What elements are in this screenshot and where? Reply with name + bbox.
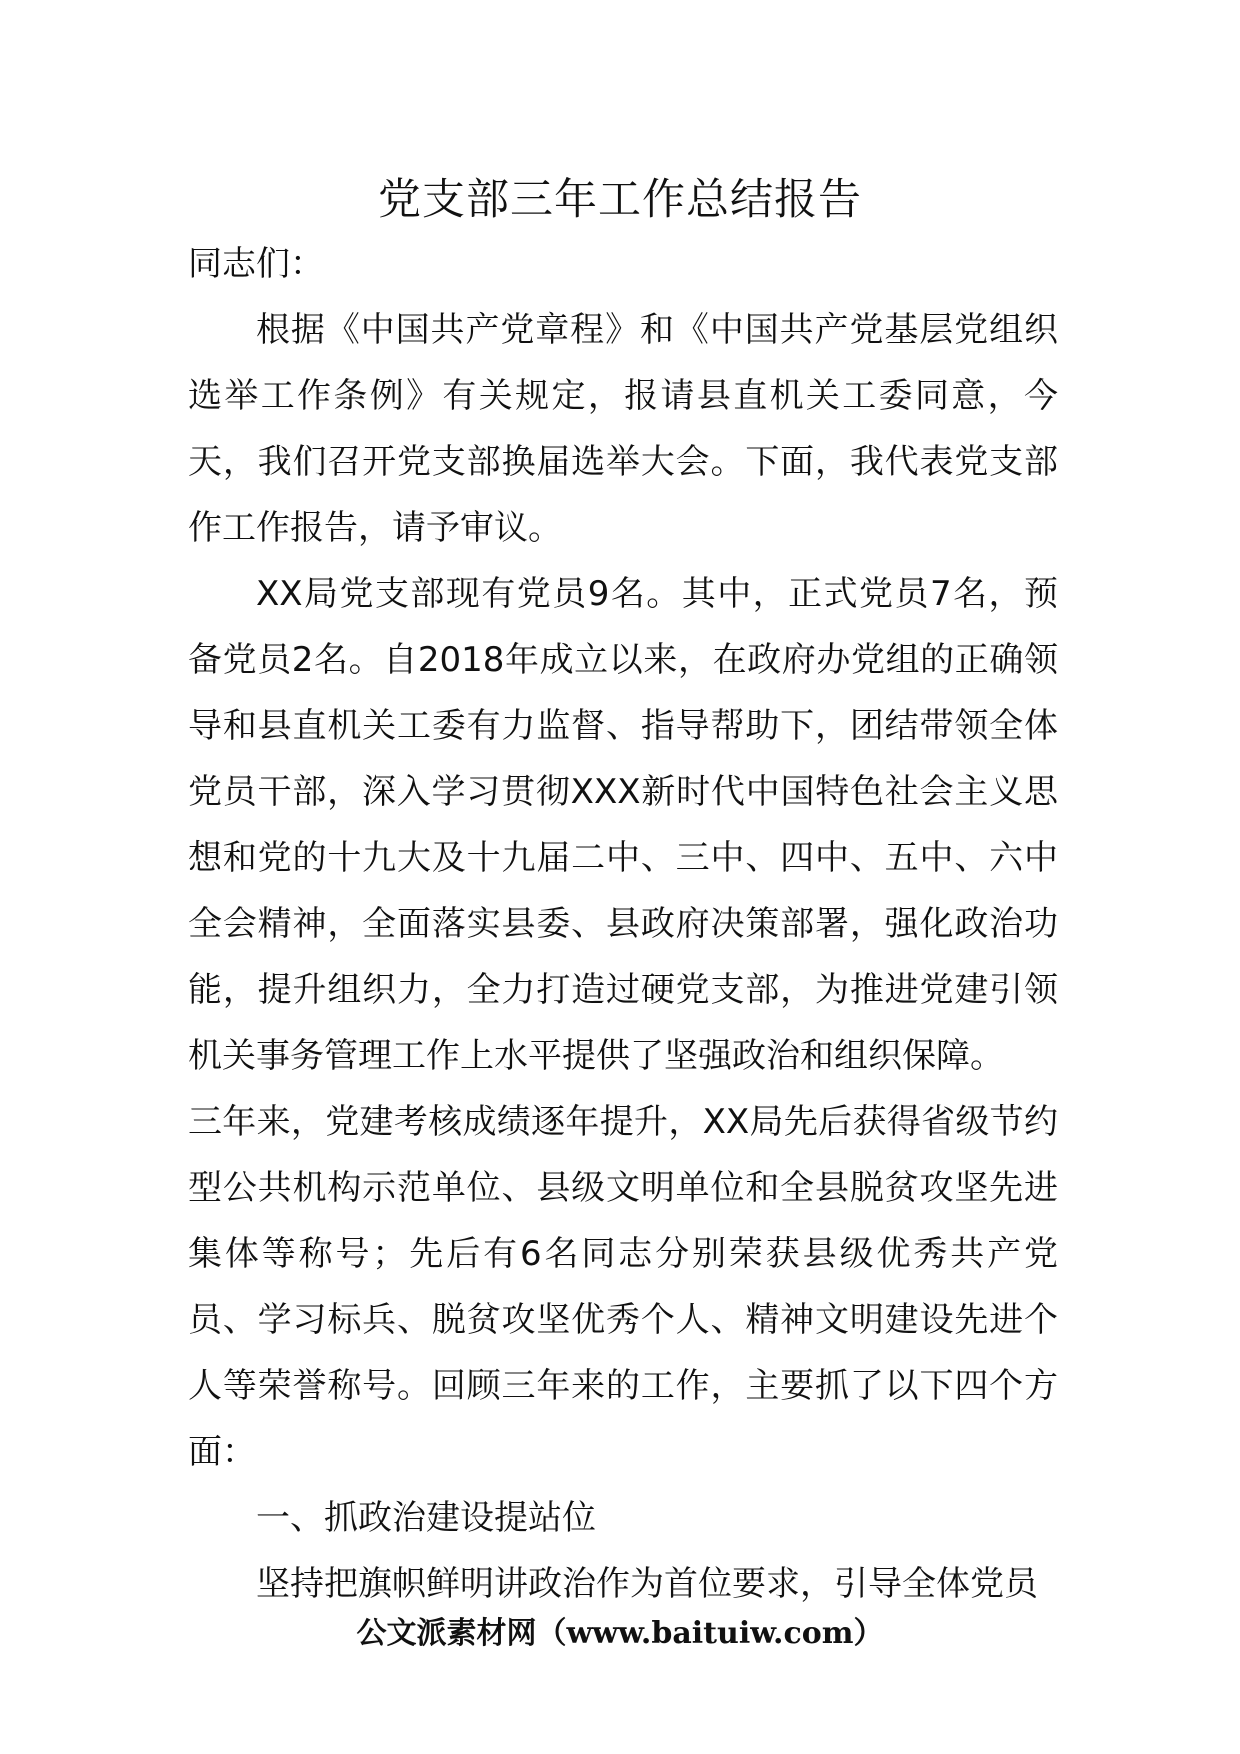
section-heading: 一、抓政治建设提站位 [256,1498,596,1538]
paragraph-overview: XX局党支部现有党员9名。其中，正式党员7名，预备党员2名。自2018年成立以来，在政府办党组的正确领导和县直机关工委有力监督、指导帮助下，团结带领全体党员干部，深入学习贯彻XXX新时代中国特色社会主义思想和党的十九大及十九届二中、三中、四中、五中、六中全会精神，全面落实县委、县政府决策部署，强化政治功能，提升组织力，全力打造过硬党支部，为推进党建引领机关事务管理工作上水平提供了坚强政治和组织保障。 [188,574,1058,1076]
document-title: 党支部三年工作总结报告 [378,175,862,225]
section-paragraph: 坚持把旗帜鲜明讲政治作为首位要求，引导全体党员 [256,1564,1038,1604]
document-body [188,231,1058,1617]
paragraph-achievements: 三年来，党建考核成绩逐年提升，XX局先后获得省级节约型公共机构示范单位、县级文明单位和全县脱贫攻坚先进集体等称号；先后有6名同志分别荣获县级优秀共产党员、学习标兵、脱贫攻坚优秀个人、精神文明建设先进个人等荣誉称号。回顾三年来的工作，主要抓了以下四个方面： [188,1102,1058,1472]
salutation: 同志们： [188,244,324,284]
footer-watermark: 公文派素材网（www.baituiw.com） [356,1616,884,1651]
paragraph-intro: 根据《中国共产党章程》和《中国共产党基层党组织选举工作条例》有关规定，报请县直机关工委同意，今天，我们召开党支部换届选举大会。下面，我代表党支部作工作报告，请予审议。 [188,310,1058,548]
